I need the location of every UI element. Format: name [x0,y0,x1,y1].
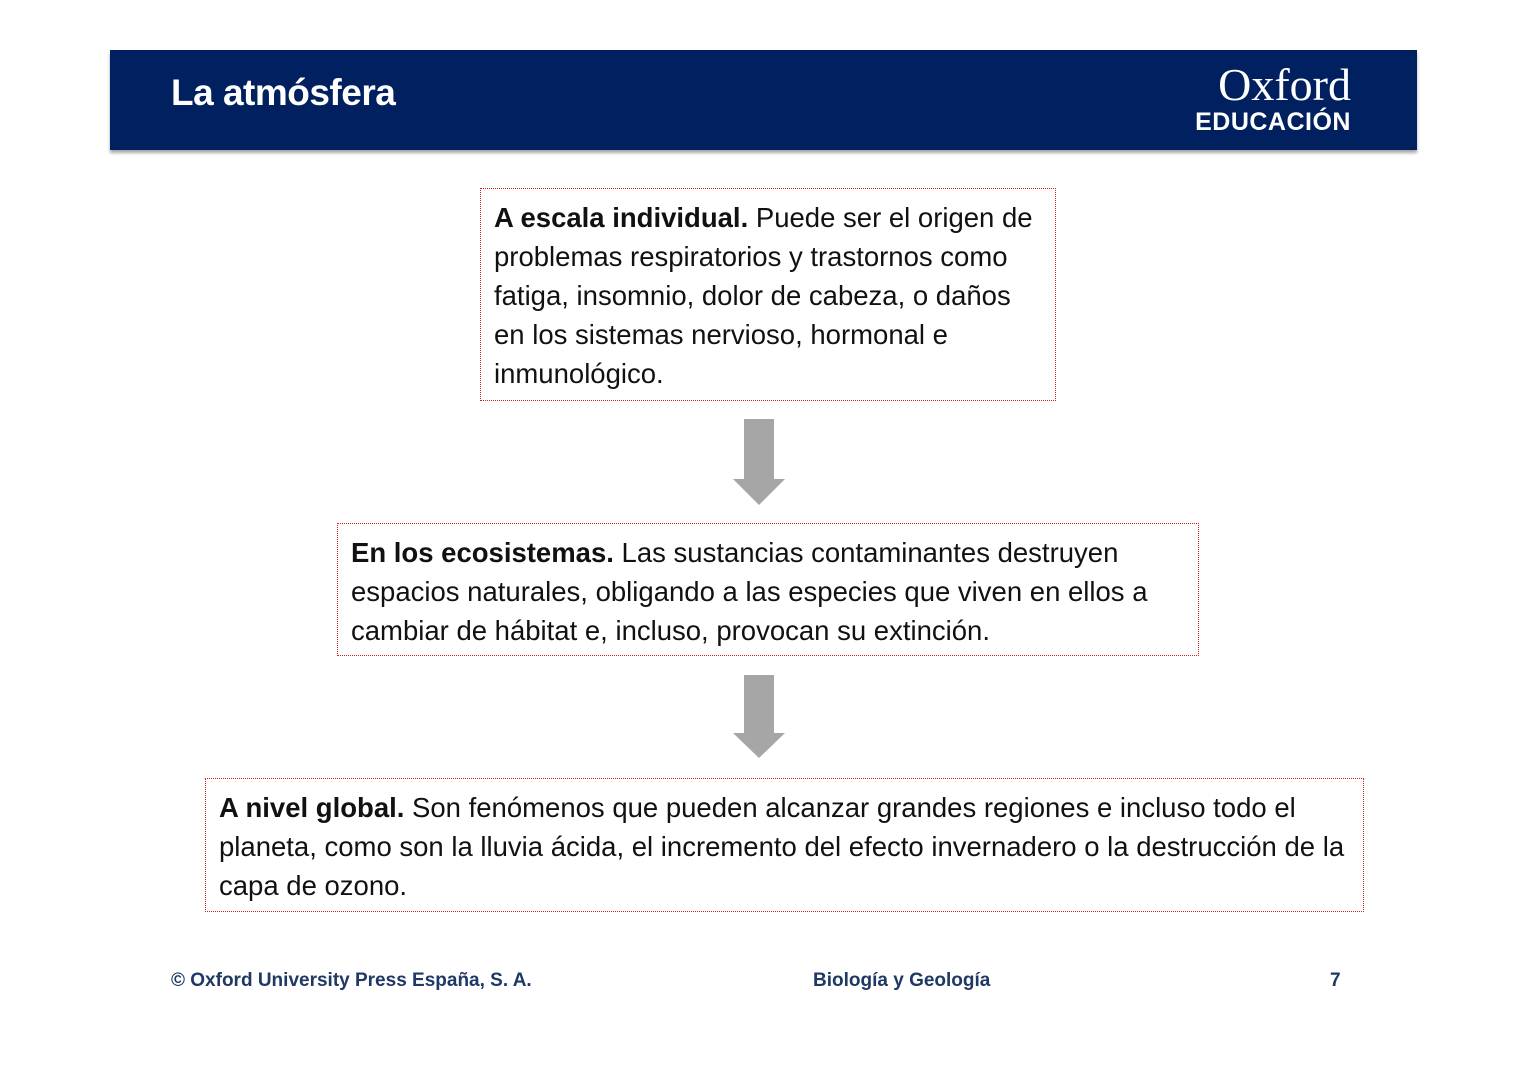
header-banner [110,50,1417,150]
box-ecosystems-heading: En los ecosistemas. [351,537,614,568]
box-individual [480,188,1056,401]
logo-subtitle: EDUCACIÓN [1195,108,1351,136]
footer-subject: Biología y Geología [813,970,991,991]
box-global-body: Son fenómenos que pueden alcanzar grandes regiones e incluso todo el planeta, como son la lluvia ácida, el incremento del efecto invernadero o la destrucción de la capa de ozono. [219,792,1345,901]
box-ecosystems [337,523,1199,656]
box-individual-heading: A escala individual. [494,202,749,233]
page-title: La atmósfera [171,72,396,113]
footer-page-number: 7 [1330,970,1341,991]
footer-copyright: © Oxford University Press España, S. A. [171,970,532,991]
oxford-logo [1181,59,1351,136]
down-arrow-icon [733,419,785,505]
box-global-heading: A nivel global. [219,792,405,823]
box-ecosystems-body: Las sustancias contaminantes destruyen espacios naturales, obligando a las especies que viven en ellos a cambiar de hábitat e, incluso, provocan su extinción. [351,537,1148,646]
box-individual-body: Puede ser el origen de problemas respiratorios y trastornos como fatiga, insomnio, dolor de cabeza, o daños en los sistemas nervioso, hormonal e inmunológico. [494,202,1033,389]
logo-word: Oxford [1218,59,1351,110]
box-global [205,778,1364,912]
down-arrow-icon [733,675,785,758]
